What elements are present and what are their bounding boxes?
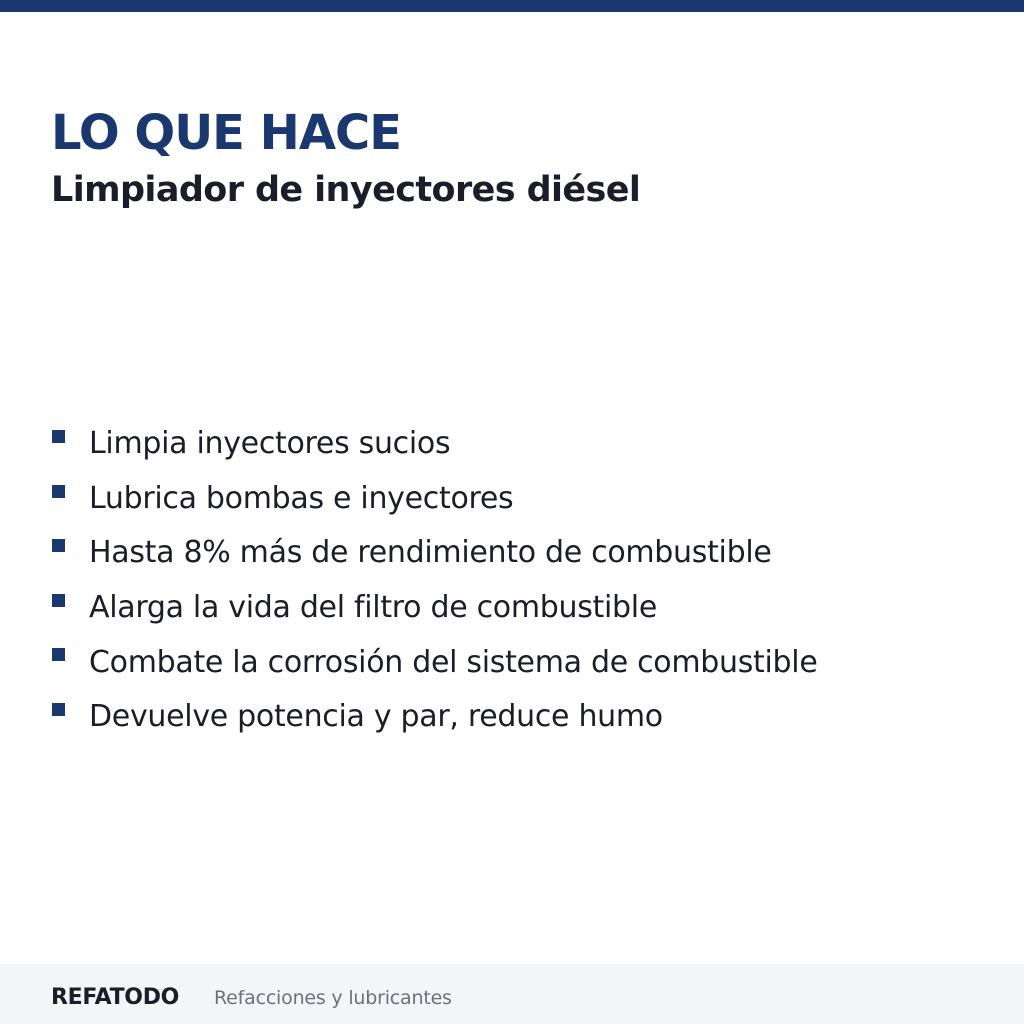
brand-name: REFATODO xyxy=(51,985,180,1010)
list-item xyxy=(51,472,779,527)
benefit-text: Alarga la vida del filtro de combustible xyxy=(89,590,657,626)
square-bullet-icon xyxy=(52,485,65,498)
list-item xyxy=(51,526,779,581)
list-item xyxy=(51,417,779,472)
list-item xyxy=(51,690,779,745)
brand-tagline: Refacciones y lubricantes xyxy=(214,987,452,1009)
square-bullet-icon xyxy=(52,539,65,552)
benefit-text: Limpia inyectores sucios xyxy=(89,426,451,462)
benefits-list xyxy=(51,417,818,745)
product-subtitle: Limpiador de inyectores diésel xyxy=(51,170,641,210)
list-item xyxy=(51,581,779,636)
benefit-text: Lubrica bombas e inyectores xyxy=(89,480,514,516)
benefit-text: Combate la corrosión del sistema de combustible xyxy=(89,644,818,680)
page-title: LO QUE HACE xyxy=(51,105,402,161)
benefit-text: Devuelve potencia y par, reduce humo xyxy=(89,699,663,735)
top-accent-bar xyxy=(0,0,1024,12)
square-bullet-icon xyxy=(52,648,65,661)
list-item xyxy=(51,635,818,690)
square-bullet-icon xyxy=(52,594,65,607)
square-bullet-icon xyxy=(52,430,65,443)
benefit-text: Hasta 8% más de rendimiento de combustible xyxy=(89,535,772,571)
square-bullet-icon xyxy=(52,703,65,716)
